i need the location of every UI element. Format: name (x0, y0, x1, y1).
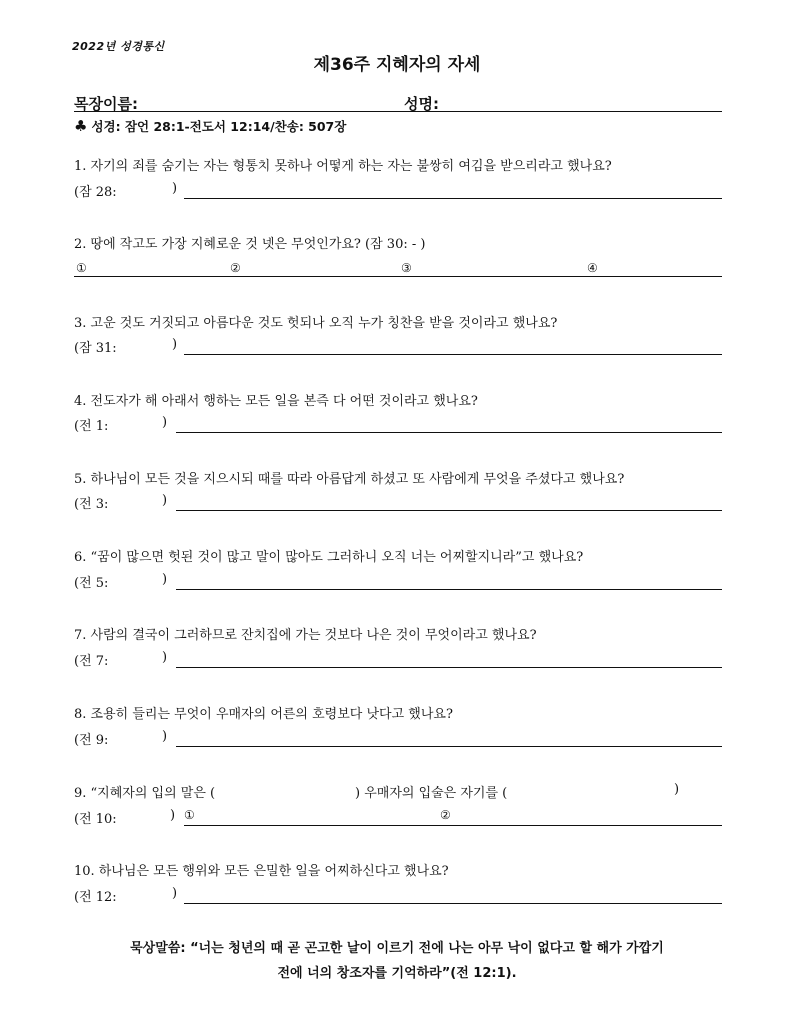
question-9-part-c: ) (674, 782, 680, 797)
ref-6: (전 5: (74, 576, 109, 591)
question-2: 2. 땅에 작고도 가장 지혜로운 것 넷은 무엇인가요? (잠 30: - ) (74, 237, 426, 252)
answer-line-6[interactable] (176, 589, 722, 590)
meditation-line-2: 전에 너의 창조자를 기억하라”(전 12:1). (277, 966, 517, 981)
question-8: 8. 조용히 들리는 무엇이 우매자의 어른의 호령보다 낫다고 했나요? (74, 707, 453, 722)
scripture-text: 성경: 잠언 28:1-전도서 12:14/찬송: 507장 (91, 119, 347, 134)
option-2: ② (230, 261, 241, 275)
answer-line-1[interactable] (184, 198, 722, 199)
ref-5: (전 3: (74, 497, 109, 512)
answer-line-7[interactable] (176, 667, 722, 668)
ref-close-8: ) (162, 729, 168, 744)
ref-close-10: ) (172, 886, 178, 901)
ref-close-4: ) (162, 415, 168, 430)
answer-line-2[interactable] (74, 276, 722, 277)
ref-1: (잠 28: (74, 185, 117, 200)
question-6: 6. “꿈이 많으면 헛된 것이 많고 말이 많아도 그러하니 오직 너는 어찌할지니라”고 했나요? (74, 550, 584, 565)
option-1: ① (76, 261, 87, 275)
header-note: 2022년 성경통신 (72, 40, 165, 53)
answer-line-4[interactable] (176, 432, 722, 433)
question-5: 5. 하나님이 모든 것을 지으시되 때를 따라 아름답게 하셨고 또 사람에게 무엇을 주셨다고 했나요? (74, 472, 625, 487)
scripture-line (74, 117, 346, 135)
ref-close-6: ) (162, 572, 168, 587)
ref-close-3: ) (172, 337, 178, 352)
answer-line-3[interactable] (184, 354, 722, 355)
answer-line-9[interactable] (184, 825, 722, 826)
question-7: 7. 사람의 결국이 그러하므로 잔치집에 가는 것보다 나은 것이 무엇이라고 했나요? (74, 628, 537, 643)
leader-label: 목장이름: (74, 95, 138, 113)
ref-8: (전 9: (74, 733, 109, 748)
answer-line-8[interactable] (176, 746, 722, 747)
name-label: 성명: (404, 95, 439, 113)
question-3: 3. 고운 것도 거짓되고 아름다운 것도 헛되나 오직 누가 칭찬을 받을 것이라고 했나요? (74, 316, 558, 331)
ref-close-9: ) (170, 808, 176, 823)
club-suit-icon: ♣ (74, 117, 88, 135)
ref-4: (전 1: (74, 419, 109, 434)
question-1: 1. 자기의 죄를 숨기는 자는 형통치 못하나 어떻게 하는 자는 불쌍히 여김을 받으리라고 했나요? (74, 159, 612, 174)
option-4: ④ (587, 261, 598, 275)
meditation-line-1: 묵상말씀: “너는 청년의 때 곧 곤고한 날이 이르기 전에 나는 아무 낙이 없다고 할 해가 가깝기 (130, 941, 664, 956)
ref-10: (전 12: (74, 890, 117, 905)
ref-close-7: ) (162, 650, 168, 665)
question-4: 4. 전도자가 해 아래서 행하는 모든 일을 본즉 다 어떤 것이라고 했나요? (74, 394, 478, 409)
question-9-part-a: 9. “지혜자의 입의 말은 ( (74, 786, 216, 801)
ref-7: (전 7: (74, 654, 109, 669)
ref-close-1: ) (172, 181, 178, 196)
answer-line-5[interactable] (176, 510, 722, 511)
header-underline (74, 111, 722, 112)
option-9-1: ① (184, 808, 195, 822)
ref-close-5: ) (162, 493, 168, 508)
ref-9: (전 10: (74, 812, 117, 827)
question-9-part-b: ) 우매자의 입술은 자기를 ( (355, 786, 508, 801)
ref-3: (잠 31: (74, 341, 117, 356)
option-3: ③ (401, 261, 412, 275)
answer-line-10[interactable] (184, 903, 722, 904)
option-9-2: ② (440, 808, 451, 822)
page-title: 제36주 지혜자의 자세 (313, 55, 481, 75)
question-10: 10. 하나님은 모든 행위와 모든 은밀한 일을 어찌하신다고 했나요? (74, 864, 449, 879)
